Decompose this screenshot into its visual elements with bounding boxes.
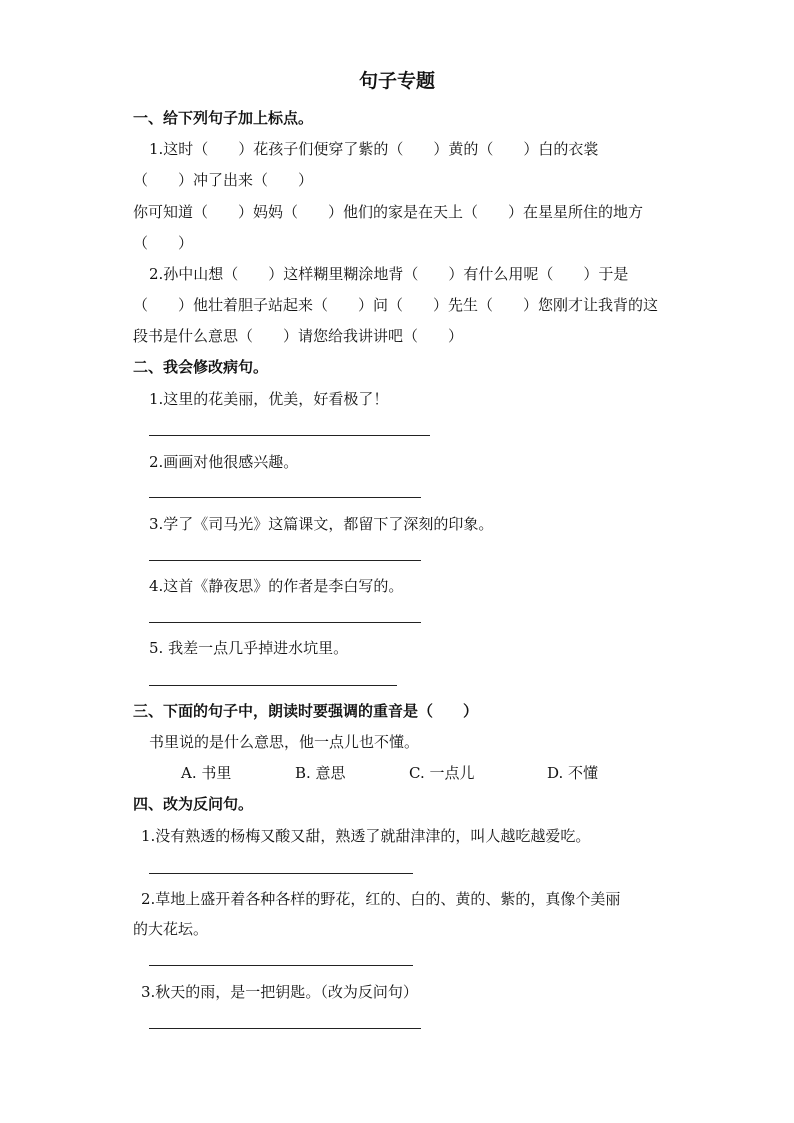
answer-line[interactable] [149,965,413,966]
section-1-line-3: 你可知道（ ）妈妈（ ）他们的家是在天上（ ）在星星所住的地方 [133,203,644,221]
answer-line[interactable] [149,622,421,623]
section-3-heading: 三、下面的句子中，朗读时要强调的重音是（ ） [133,702,479,720]
section-1-line-1: 1.这时（ ）花孩子们便穿了紫的（ ）黄的（ ）白的衣裳 [149,140,599,158]
section-2-heading: 二、我会修改病句。 [133,358,269,376]
answer-line[interactable] [149,873,413,874]
option-c[interactable]: C. 一点儿 [409,764,475,782]
section-1-line-7: 段书是什么意思（ ）请您给我讲讲吧（ ） [133,327,464,345]
answer-line[interactable] [149,1028,421,1029]
section-2-question-2: 2.画画对他很感兴趣。 [149,453,299,471]
answer-line[interactable] [149,497,421,498]
section-2-question-4: 4.这首《静夜思》的作者是李白写的。 [149,577,404,595]
section-1-line-5: 2.孙中山想（ ）这样糊里糊涂地背（ ）有什么用呢（ ）于是 [149,265,629,283]
option-d[interactable]: D. 不懂 [547,764,599,782]
section-4-heading: 四、改为反问句。 [133,795,254,813]
page-title: 句子专题 [358,70,435,92]
section-2-question-1: 1.这里的花美丽，优美，好看极了！ [149,390,389,408]
answer-line[interactable] [149,560,421,561]
section-1-line-4: （ ） [133,234,194,252]
section-4-question-1: 1.没有熟透的杨梅又酸又甜，熟透了就甜津津的，叫人越吃越爱吃。 [141,827,591,845]
option-b[interactable]: B. 意思 [295,764,346,782]
answer-line[interactable] [149,435,430,436]
section-3-sentence: 书里说的是什么意思，他一点儿也不懂。 [149,733,420,751]
section-4-question-2: 2.草地上盛开着各种各样的野花，红的、白的、黄的、紫的，真像个美丽 [141,890,621,908]
section-1-line-2: （ ）冲了出来（ ） [133,171,314,189]
section-4-question-3: 3.秋天的雨，是一把钥匙。（改为反问句） [141,983,418,1001]
section-1-heading: 一、给下列句子加上标点。 [133,109,314,127]
answer-line[interactable] [149,685,397,686]
section-4-question-2-cont: 的大花坛。 [133,920,209,938]
section-2-question-3: 3.学了《司马光》这篇课文，都留下了深刻的印象。 [149,515,494,533]
option-a[interactable]: A. 书里 [181,764,232,782]
section-2-question-5: 5. 我差一点几乎掉进水坑里。 [149,639,349,657]
section-1-line-6: （ ）他壮着胆子站起来（ ）问（ ）先生（ ）您刚才让我背的这 [133,296,659,314]
